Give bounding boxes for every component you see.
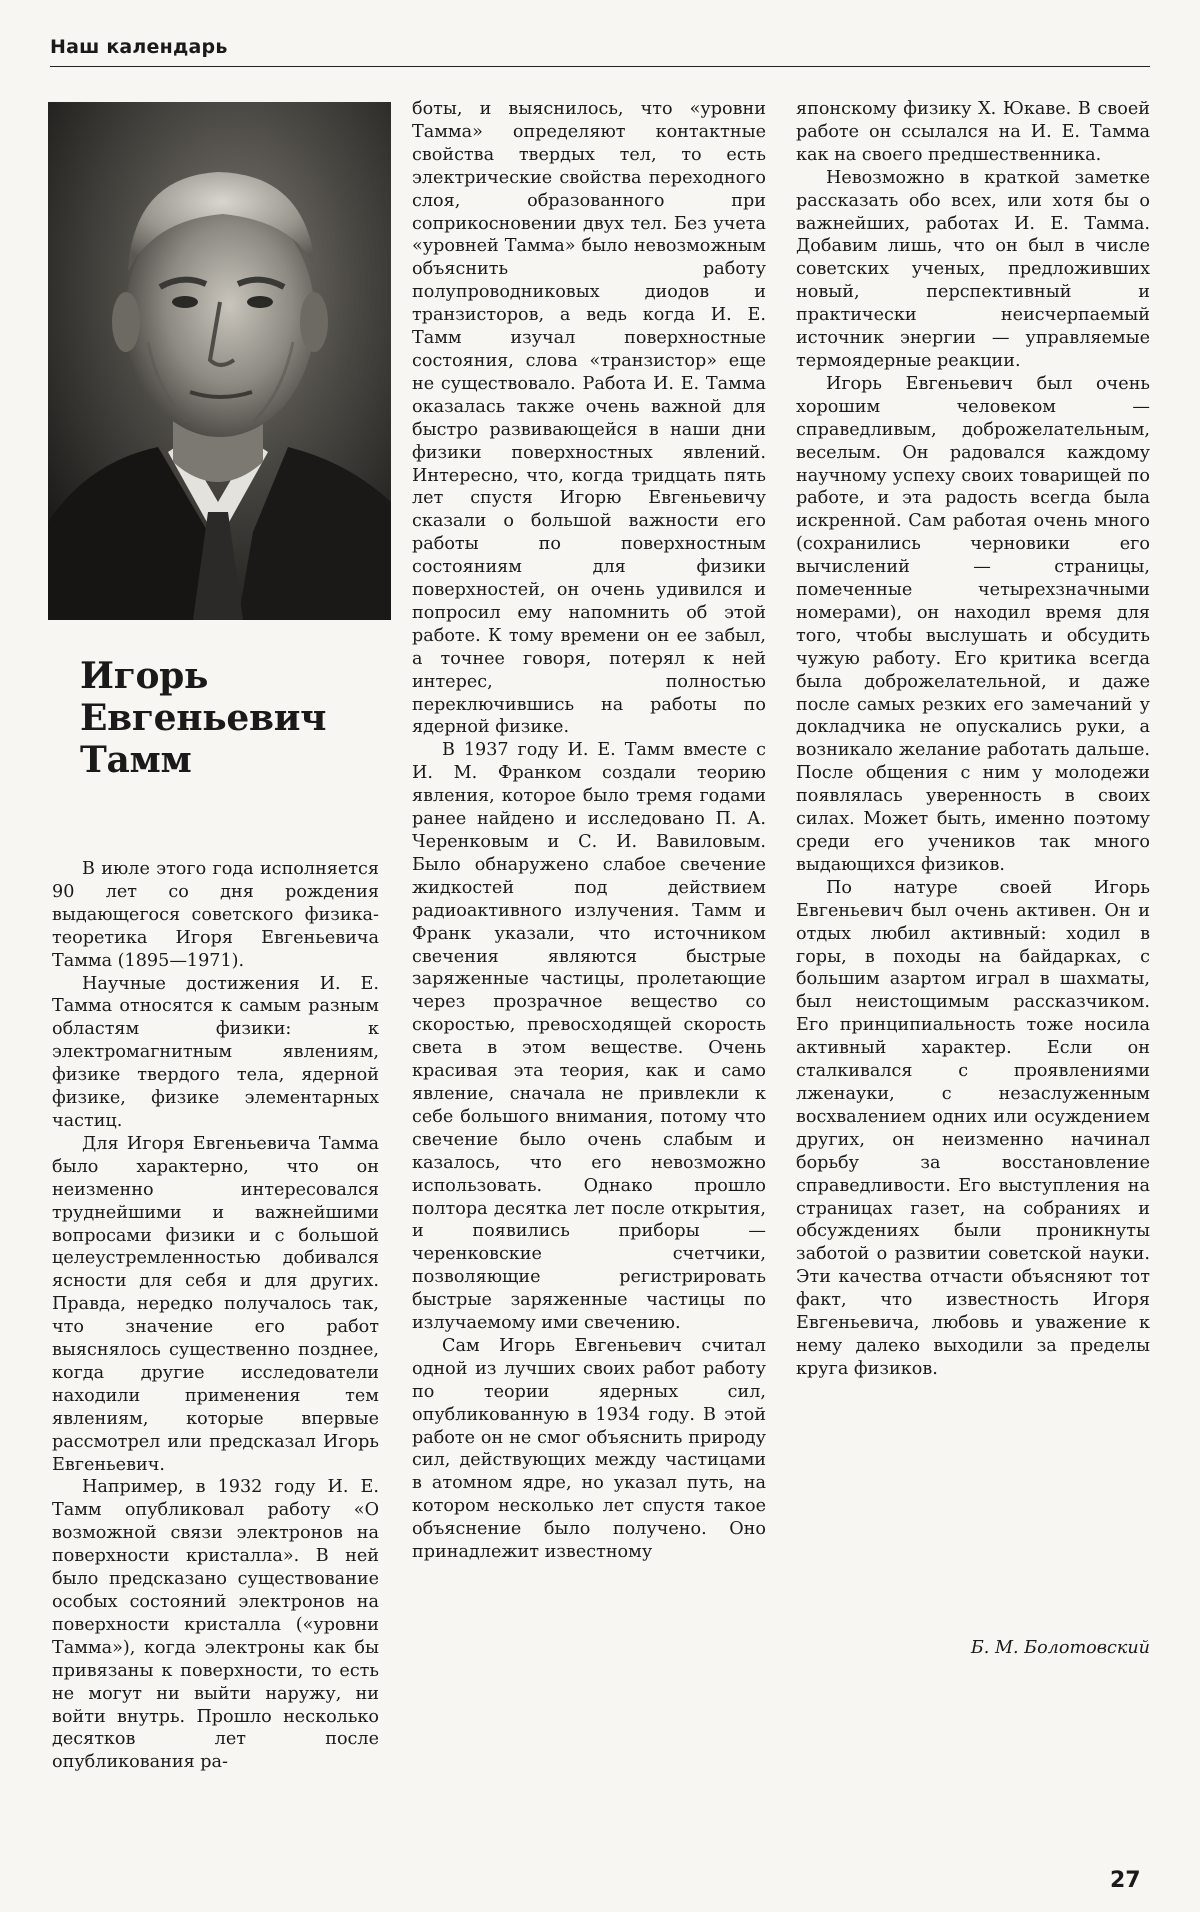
title-line: Евгеньевич <box>80 697 327 739</box>
paragraph: Научные достижения И. Е. Тамма относятся к самым разным областям физики: к электромагнитным явлениям, физике твердого тела, ядерной физике, физике элементарных частиц. <box>52 973 379 1131</box>
author-signature: Б. М. Болотовский <box>970 1638 1150 1658</box>
article-column-3 <box>796 98 1150 1381</box>
paragraph: В июле этого года исполняется 90 лет со дня рождения выдающегося советского физика-теоретика Игоря Евгеньевича Тамма (1895—1971). <box>52 859 379 971</box>
article-title <box>80 655 380 781</box>
paragraph: Например, в 1932 году И. Е. Тамм опубликовал работу «О возможной связи электронов на поверхности кристалла». В ней было предсказано существование особых состояний электронов на поверхности кристалла («уровни Тамма»), когда электроны как бы привязаны к поверхности, то есть не могут ни выйти наружу, ни войти внутрь. Прошло несколько десятков лет после опубликования ра- <box>52 1477 379 1773</box>
paragraph: В 1937 году И. Е. Тамм вместе с И. М. Франком создали теорию явления, которое было тремя годами ранее найдено и исследовано П. А. Черенковым и С. И. Вавиловым. Было обнаружено слабое свечение жидкостей под действием радиоактивного излучения. Тамм и Франк указали, что источником свечения являются быстрые заряженные частицы, пролетающие через прозрачное вещество со скоростью, превосходящей скорость света в этом веществе. Очень красивая эта теория, как и само явление, сначала не привлекли к себе большого внимания, потому что свечение было очень слабым и казалось, что его невозможно использовать. Однако прошло полтора десятка лет после открытия, и появились приборы — черенковские счетчики, позволяющие регистрировать быстрые заряженные частицы по излучаемому ими свечению. <box>412 740 766 1334</box>
paragraph: Невозможно в краткой заметке рассказать обо всех, или хотя бы о важнейших, работах И. Е. Тамма. Добавим лишь, что он был в числе советских ученых, предложивших новый, перспективный и практически неисчерпаемый источник энергии — управляемые термоядерные реакции. <box>796 167 1150 371</box>
paragraph: Сам Игорь Евгеньевич считал одной из лучших своих работ работу по теории ядерных сил, опубликованную в 1934 году. В этой работе он не смог объяснить природу сил, действующих между частицами в атомном ядре, но указал путь, на котором несколько лет спустя такое объяснение было получено. Оно принадлежит известному <box>412 1335 766 1563</box>
page-header <box>50 32 1150 67</box>
section-title: Наш календарь <box>50 36 228 58</box>
paragraph: Для Игоря Евгеньевича Тамма было характерно, что он неизменно интересовался труднейшими и важнейшими вопросами физики и с большой целеустремленностью добивался ясности для себя и для других. Правда, нередко получалось так, что значение его работ выяснялось существенно позднее, когда другие исследователи находили применения тем явлениям, которые впервые рассмотрел или предсказал Игорь Евгеньевич. <box>52 1133 379 1475</box>
title-line: Тамм <box>80 739 192 781</box>
paragraph: японскому физику Х. Юкаве. В своей работе он ссылался на И. Е. Тамма как на своего предшественника. <box>796 99 1150 165</box>
paragraph: Игорь Евгеньевич был очень хорошим человеком — справедливым, доброжелательным, веселым. Он радовался каждому научному успеху своих товарищей по работе, и эта радость всегда была искренной. Сам работая очень много (сохранились черновики его вычислений — страницы, помеченные четырехзначными номерами), он находил время для того, чтобы выслушать и обсудить чужую работу. Его критика всегда была доброжелательной, и даже после самых резких его замечаний у докладчика не опускались руки, а возникало желание работать дальше. После общения с ним у молодежи появлялась уверенность в своих силах. Может быть, именно поэтому среди его учеников так много выдающихся физиков. <box>796 373 1150 875</box>
article-column-2 <box>412 98 766 1564</box>
title-line: Игорь <box>80 655 209 697</box>
page-number: 27 <box>1110 1868 1141 1893</box>
paragraph: боты, и выяснилось, что «уровни Тамма» определяют контактные свойства твердых тел, то есть электрические свойства переходного слоя, образованного при соприкосновении двух тел. Без учета «уровней Тамма» было невозможным объяснить работу полупроводниковых диодов и транзисторов, а ведь когда И. Е. Тамм изучал поверхностные состояния, слова «транзистор» еще не существовало. Работа И. Е. Тамма оказалась также очень важной для быстро развивающейся в наши дни физики поверхностных явлений. Интересно, что, когда тридцать пять лет спустя Игорю Евгеньевичу сказали о большой важности его работы по поверхностным состояниям для физики поверхностей, он очень удивился и попросил ему напомнить об этой работе. К тому времени он ее забыл, а точнее говоря, потерял к ней интерес, полностью переключившись на работы по ядерной физике. <box>412 99 766 738</box>
article-column-1 <box>52 858 379 1774</box>
portrait-photo <box>48 102 391 620</box>
portrait-illustration <box>48 102 391 620</box>
paragraph: По натуре своей Игорь Евгеньевич был очень активен. Он и отдых любил активный: ходил в горы, в походы на байдарках, с большим азартом играл в шахматы, был неистощимым рассказчиком. Его принципиальность тоже носила активный характер. Если он сталкивался с проявлениями лженауки, с незаслуженным восхвалением одних или осуждением других, он неизменно начинал борьбу за восстановление справедливости. Его выступления на страницах газет, на собраниях и обсуждениях были проникнуты заботой о развитии советской науки. Эти качества отчасти объясняют тот факт, что известность Игоря Евгеньевича, любовь и уважение к нему далеко выходили за пределы круга физиков. <box>796 877 1150 1379</box>
